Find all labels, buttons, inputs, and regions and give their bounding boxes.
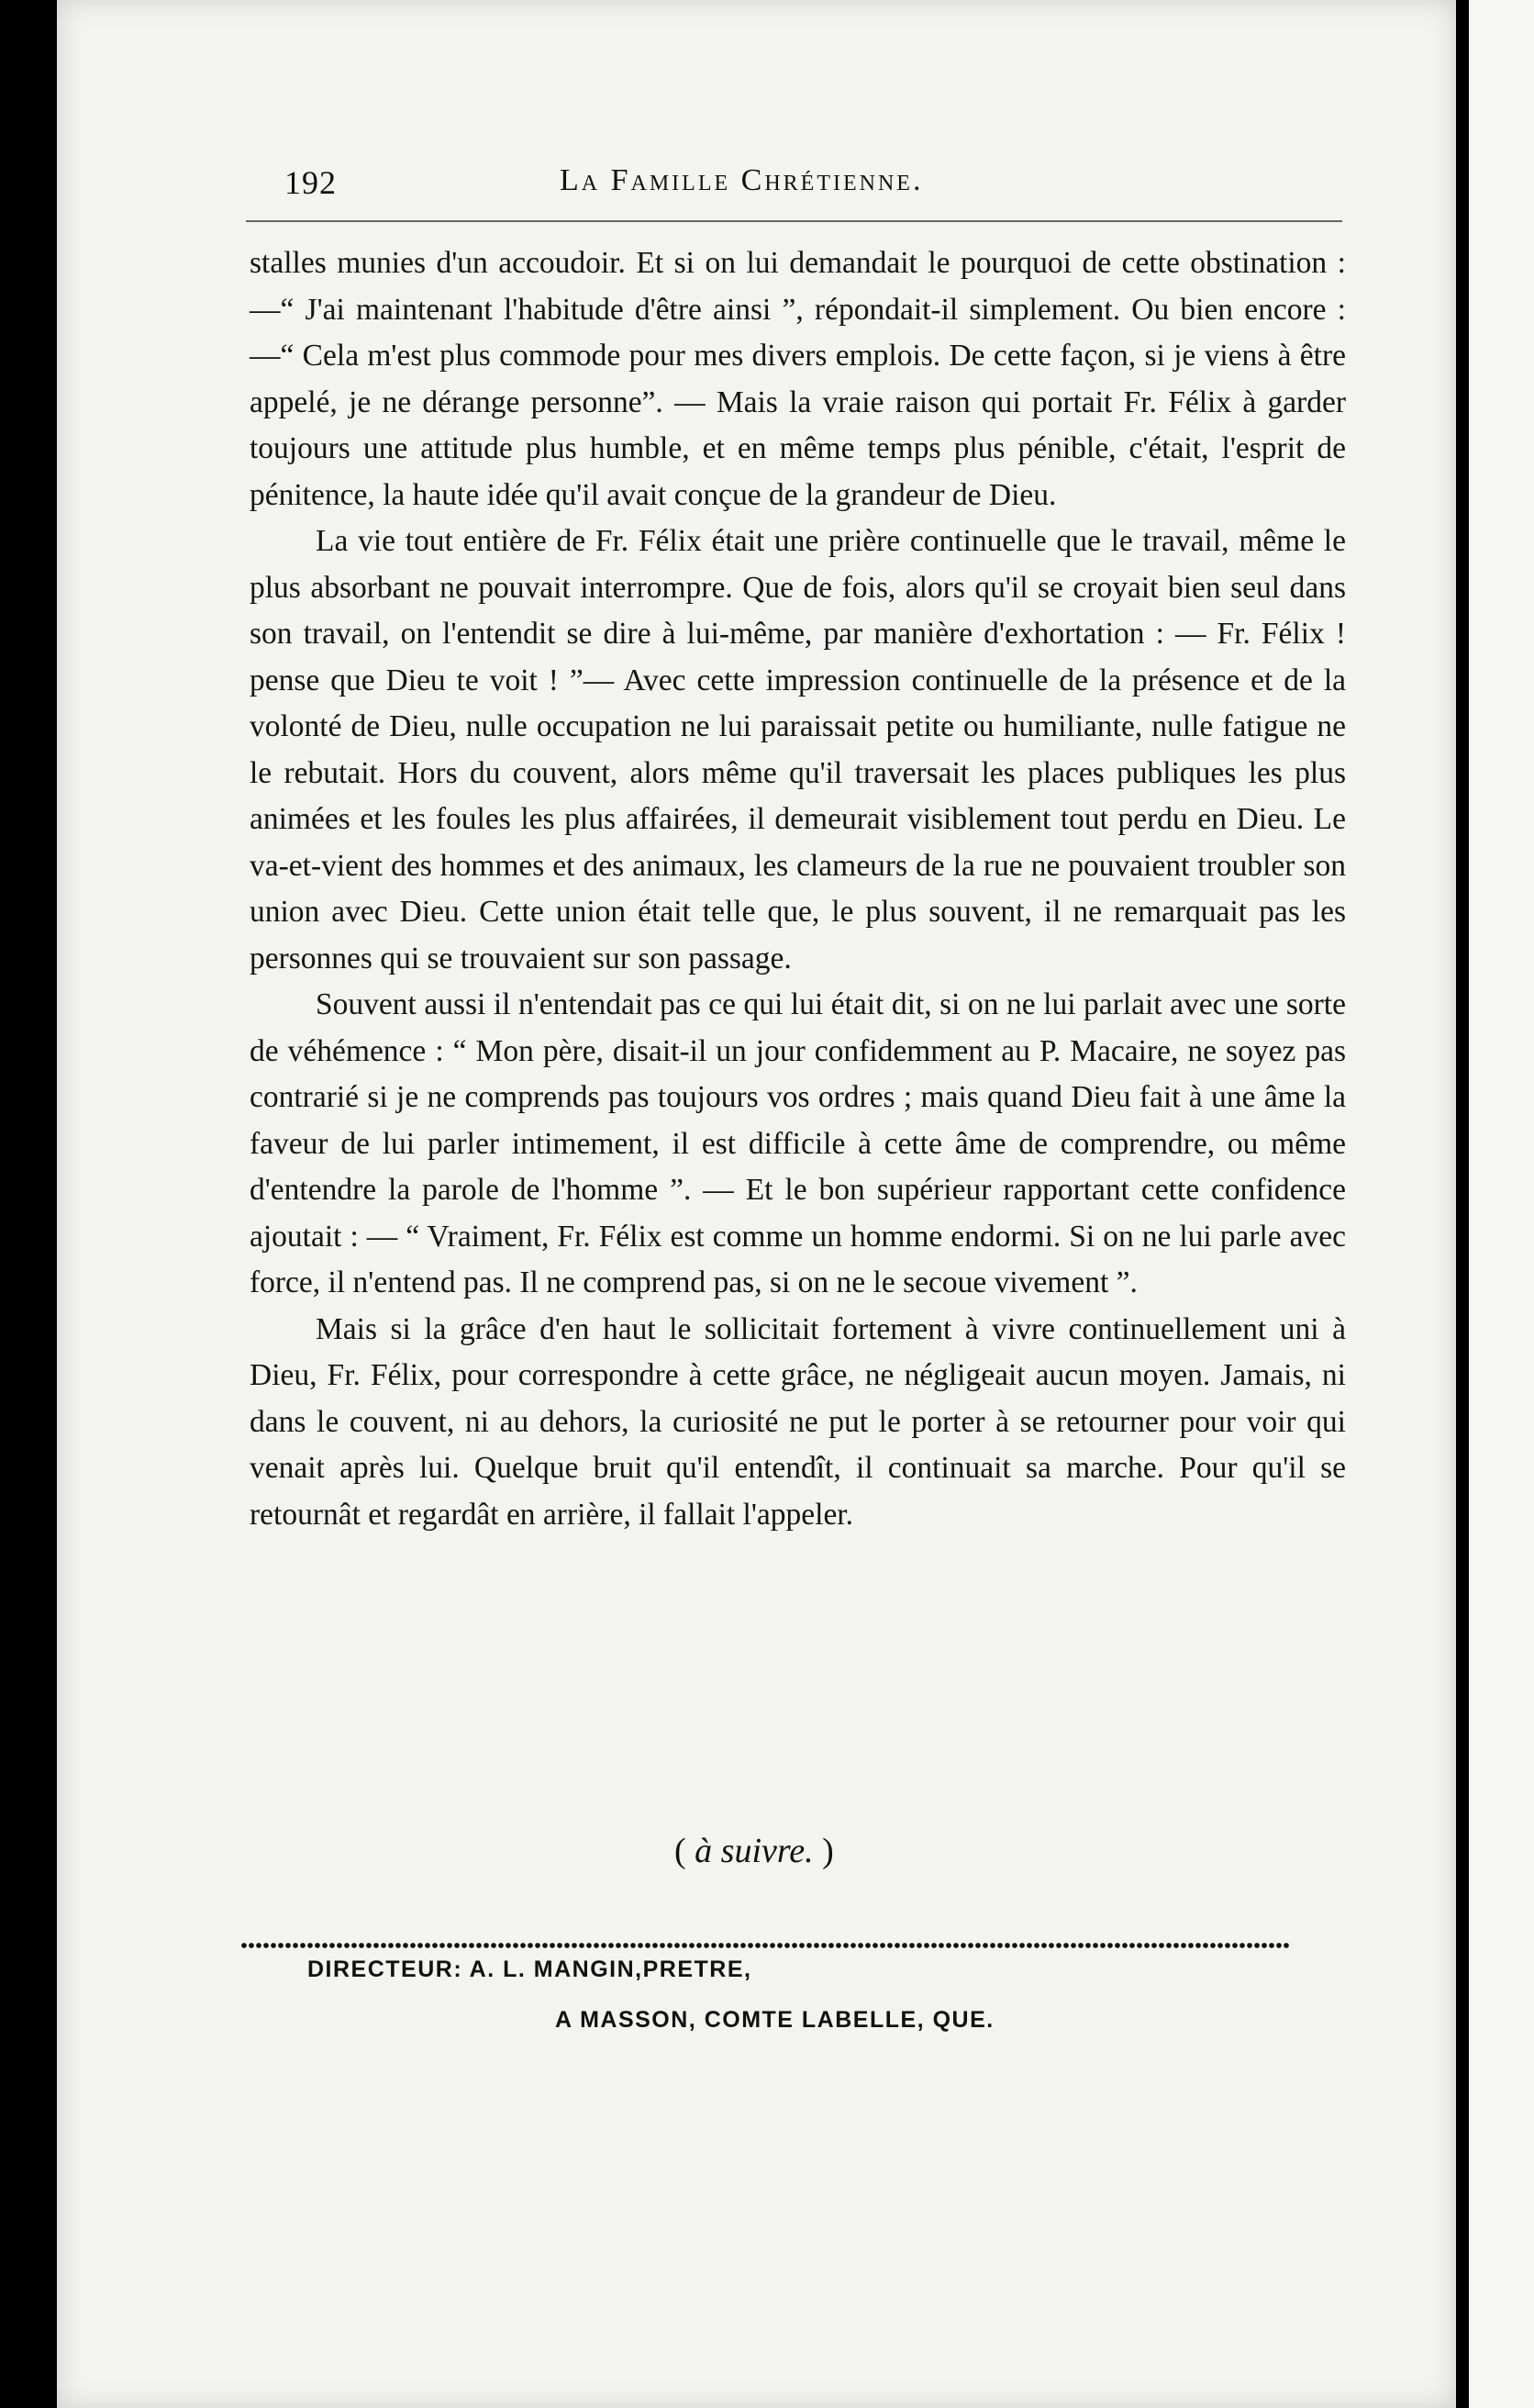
imprint-director: DIRECTEUR: A. L. MANGIN,PRETRE, xyxy=(307,1956,752,1982)
open-paren: ( xyxy=(674,1832,686,1870)
adjacent-page-edge xyxy=(1456,0,1534,2408)
page-gap xyxy=(1456,0,1469,2408)
paragraph: stalles munies d'un accoudoir. Et si on lui demandait le pourquoi de cette obstination : —“ J'ai maintenant l'habitude d'être ainsi ”, répondait-il simplement. Ou bien encore : —“ Cela m'est plus commode pour mes divers emplois. De cette façon, si je viens à être appelé, je ne dérange personne”. — Mais la vraie raison qui portait Fr. Félix à garder toujours une attitude plus humble, et en même temps plus pénible, c'était, l'esprit de pénitence, la haute idée qu'il avait conçue de la grandeur de Dieu. xyxy=(250,246,1346,512)
paragraph: Souvent aussi il n'entendait pas ce qui lui était dit, si on ne lui parlait avec une sorte de véhémence : “ Mon père, disait-il un jour confidemment au P. Macaire, ne soyez pas contrarié si je ne comprends pas toujours vos ordres ; mais quand Dieu fait à une âme la faveur de lui parler intimement, il est difficile à cette âme de comprendre, ou même d'entendre la parole de l'homme ”. — Et le bon supérieur rapportant cette confidence ajoutait : — “ Vraiment, Fr. Félix est comme un homme endormi. Si on ne lui parle avec force, il n'entend pas. Il ne comprend pas, si on ne le secoue vivement ”. xyxy=(250,987,1346,1299)
close-paren: ) xyxy=(822,1832,834,1870)
paragraph: Mais si la grâce d'en haut le sollicitait fortement à vivre continuellement uni à Dieu, Fr. Félix, pour correspondre à cette grâce, ne négligeait aucun moyen. Jamais, ni dans le couvent, ni au dehors, la curiosité ne put le porter à se retourner pour voir qui venait après lui. Quelque bruit qu'il entendît, il continuait sa marche. Pour qu'il se retournât et regardât en arrière, il fallait l'appeler. xyxy=(250,1311,1346,1532)
imprint-address: A MASSON, COMTE LABELLE, QUE. xyxy=(555,2007,995,2033)
body-text xyxy=(250,240,1346,1538)
continuation-note xyxy=(674,1831,834,1871)
header-rule xyxy=(246,220,1342,222)
page-header xyxy=(284,156,1330,211)
dotted-separator xyxy=(240,1941,1291,1950)
continuation-text: à suivre. xyxy=(695,1832,814,1870)
running-title: La Famille Chrétienne. xyxy=(560,163,924,197)
page-number: 192 xyxy=(284,164,337,201)
paragraph: La vie tout entière de Fr. Félix était une prière continuelle que le travail, même le plus absorbant ne pouvait interrompre. Que de fois, alors qu'il se croyait bien seul dans son travail, on l'entendit se dire à lui-même, par manière d'exhortation : — Fr. Félix ! pense que Dieu te voit ! ”— Avec cette impression continuelle de la présence et de la volonté de Dieu, nulle occupation ne lui paraissait petite ou humiliante, nulle fatigue ne le rebutait. Hors du couvent, alors même qu'il traversait les places publiques les plus animées et les foules les plus affairées, il demeurait visiblement tout perdu en Dieu. Le va-et-vient des hommes et des animaux, les clameurs de la rue ne pouvaient troubler son union avec Dieu. Cette union était telle que, le plus souvent, il ne remarquait pas les personnes qui se trouvaient sur son passage. xyxy=(250,524,1346,975)
